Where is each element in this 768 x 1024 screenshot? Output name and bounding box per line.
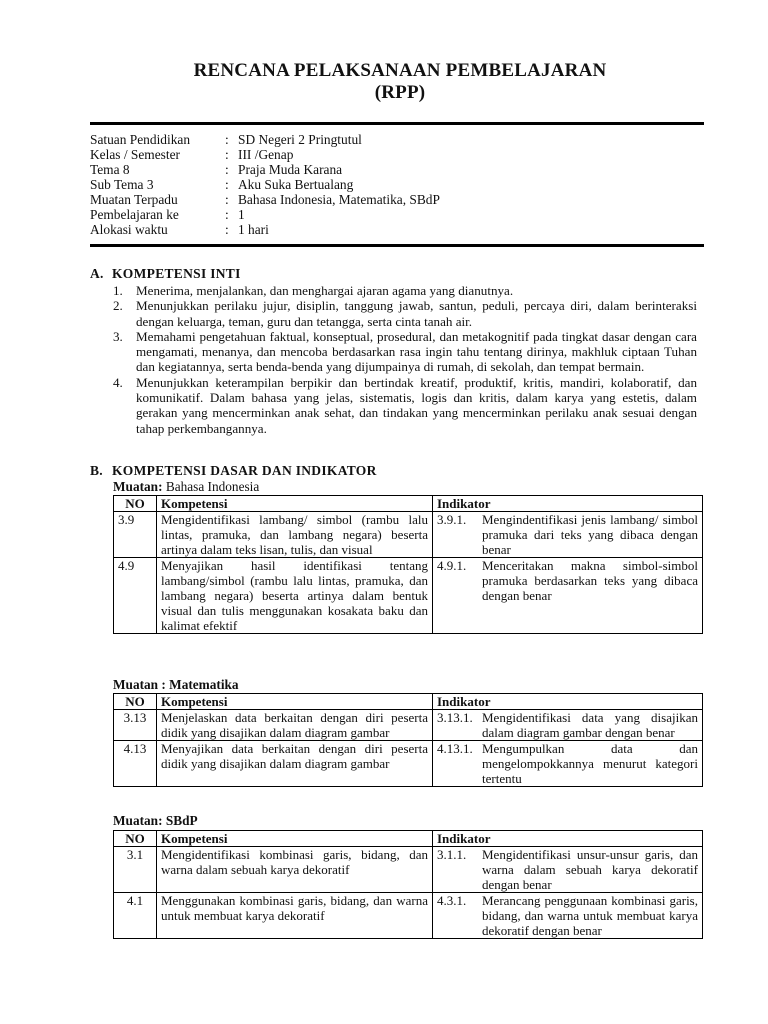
identity-separator: : — [225, 162, 229, 177]
list-item-text: Memahami pengetahuan faktual, konseptual, prosedural, dan metakognitif pada tingkat dasar dengan cara mengamati, menanya, dan mencoba berdasarkan rasa ingin tahu tentang dirinya, makhluk ciptaan Tuhan dan kegiatannya, serta benda-benda yang dijumpainya di rumah, di sekolah, dan tempat bermain. — [136, 328, 697, 375]
section-letter: B. — [90, 463, 103, 478]
list-item-number: 1. — [113, 283, 123, 298]
muatan-label-text: Muatan: — [113, 479, 163, 494]
column-header-kompetensi: Kompetensi — [157, 831, 433, 847]
indikator-text: Mengindentifikasi jenis lambang/ simbol pramuka dari teks yang dibaca dengan benar — [482, 512, 698, 557]
identity-separator: : — [225, 132, 229, 147]
list-item-number: 2. — [113, 298, 123, 314]
identity-label: Satuan Pendidikan — [90, 132, 191, 147]
identity-value: Aku Suka Bertualang — [238, 177, 354, 192]
cell-kompetensi: Mengidentifikasi lambang/ simbol (rambu lalu lintas, pramuka, dan lambang negara) beserta artinya dalam teks lisan, tulis, dan visual — [157, 512, 433, 558]
cell-kompetensi: Mengidentifikasi kombinasi garis, bidang, dan warna dalam sebuah karya dekoratif — [157, 847, 433, 893]
kd-table-bahasa-indonesia — [113, 495, 703, 634]
identity-label: Sub Tema 3 — [90, 177, 154, 192]
identity-separator: : — [225, 207, 229, 222]
cell-no: 3.1 — [114, 847, 157, 893]
cell-no: 4.13 — [114, 741, 157, 787]
column-header-kompetensi: Kompetensi — [157, 694, 433, 710]
identity-label: Muatan Terpadu — [90, 192, 178, 207]
section-b-heading — [90, 463, 377, 479]
table-row — [114, 893, 703, 939]
identity-label: Kelas / Semester — [90, 147, 180, 162]
section-a-heading — [90, 266, 241, 282]
cell-no: 3.13 — [114, 710, 157, 741]
identity-label: Pembelajaran ke — [90, 207, 179, 222]
document-subtitle: (RPP) — [374, 82, 426, 103]
table-header-row — [114, 831, 703, 847]
indikator-text: Mengidentifikasi data yang disajikan dalam diagram gambar dengan benar — [482, 710, 698, 740]
cell-kompetensi: Menyajikan hasil identifikasi tentang lambang/simbol (rambu lalu lintas, pramuka, dan lambang negara) beserta artinya dalam bentuk visual dan tulis menggunakan kosakata baku dan kalimat efektif — [157, 558, 433, 634]
list-item — [113, 329, 697, 375]
identity-value: SD Negeri 2 Pringtutul — [238, 132, 362, 147]
kd-table-matematika — [113, 693, 703, 787]
table-row — [114, 710, 703, 741]
indikator-text: Mengumpulkan data dan mengelompokkannya menurut kategori tertentu — [482, 741, 698, 786]
column-header-indikator: Indikator — [433, 694, 703, 710]
list-item-text: Menunjukkan perilaku jujur, disiplin, tanggung jawab, santun, peduli, percaya diri, dalam berinteraksi dengan keluarga, teman, guru dan tetangga, serta cinta tanah air. — [136, 298, 697, 329]
cell-indikator — [433, 710, 703, 741]
muatan-label-text: Muatan: SBdP — [113, 813, 198, 828]
identity-value: 1 — [238, 207, 245, 222]
cell-no: 4.9 — [114, 558, 157, 634]
table-row — [114, 558, 703, 634]
cell-kompetensi: Menggunakan kombinasi garis, bidang, dan warna untuk membuat karya dekoratif — [157, 893, 433, 939]
identity-value: 1 hari — [238, 222, 269, 237]
list-item-number: 3. — [113, 328, 123, 344]
table-header-row — [114, 496, 703, 512]
identity-label: Alokasi waktu — [90, 222, 168, 237]
top-rule — [90, 122, 704, 125]
indikator-number: 4.13.1. — [437, 741, 473, 756]
indikator-number: 4.3.1. — [437, 893, 467, 908]
column-header-no: NO — [114, 694, 157, 710]
kd-table-sbdp — [113, 830, 703, 939]
list-item-text: Menunjukkan keterampilan berpikir dan bertindak kreatif, produktif, kritis, mandiri, kolaboratif, dan komunikatif. Dalam bahasa yang jelas, sistematis, logis dan kritis, dalam karya yang estetis, dalam gerakan yang mencerminkan anak sehat, dan tindakan yang mencerminkan perilaku anak sesuai dengan tahap perkembangannya. — [136, 374, 697, 436]
table-row — [114, 847, 703, 893]
muatan-label — [113, 479, 259, 495]
indikator-number: 3.1.1. — [437, 847, 467, 862]
cell-indikator — [433, 847, 703, 893]
cell-no: 4.1 — [114, 893, 157, 939]
kompetensi-inti-list — [113, 283, 697, 436]
identity-separator: : — [225, 177, 229, 192]
indikator-text: Menceritakan makna simbol-simbol pramuka berdasarkan teks yang dibaca dengan benar — [482, 558, 698, 603]
list-item — [113, 375, 697, 436]
muatan-label-text: Muatan : Matematika — [113, 677, 239, 692]
indikator-number: 3.9.1. — [437, 512, 467, 527]
indikator-text: Mengidentifikasi unsur-unsur garis, dan warna dalam sebuah karya dekoratif dengan benar — [482, 847, 698, 892]
column-header-no: NO — [114, 496, 157, 512]
document-title: RENCANA PELAKSANAAN PEMBELAJARAN — [193, 60, 607, 81]
cell-kompetensi: Menyajikan data berkaitan dengan diri peserta didik yang disajikan dalam diagram gambar — [157, 741, 433, 787]
identity-separator: : — [225, 222, 229, 237]
identity-label: Tema 8 — [90, 162, 130, 177]
indikator-number: 3.13.1. — [437, 710, 473, 725]
cell-indikator — [433, 558, 703, 634]
identity-value: Bahasa Indonesia, Matematika, SBdP — [238, 192, 440, 207]
cell-no: 3.9 — [114, 512, 157, 558]
table-header-row — [114, 694, 703, 710]
column-header-kompetensi: Kompetensi — [157, 496, 433, 512]
indikator-number: 4.9.1. — [437, 558, 467, 573]
identity-separator: : — [225, 147, 229, 162]
section-title: KOMPETENSI INTI — [112, 266, 241, 281]
indikator-text: Merancang penggunaan kombinasi garis, bidang, dan warna untuk membuat karya dekoratif dengan benar — [482, 893, 698, 938]
cell-indikator — [433, 741, 703, 787]
identity-separator: : — [225, 192, 229, 207]
cell-indikator — [433, 893, 703, 939]
list-item — [113, 298, 697, 329]
section-title: KOMPETENSI DASAR DAN INDIKATOR — [112, 463, 377, 478]
identity-value: III /Genap — [238, 147, 294, 162]
column-header-indikator: Indikator — [433, 831, 703, 847]
list-item — [113, 283, 697, 298]
table-row — [114, 512, 703, 558]
cell-kompetensi: Menjelaskan data berkaitan dengan diri peserta didik yang disajikan dalam diagram gambar — [157, 710, 433, 741]
cell-indikator — [433, 512, 703, 558]
muatan-label — [113, 813, 198, 829]
list-item-number: 4. — [113, 374, 123, 390]
table-row — [114, 741, 703, 787]
muatan-label — [113, 677, 239, 693]
bottom-rule — [90, 244, 704, 247]
section-letter: A. — [90, 266, 104, 281]
list-item-text: Menerima, menjalankan, dan menghargai ajaran agama yang dianutnya. — [136, 283, 514, 298]
column-header-no: NO — [114, 831, 157, 847]
muatan-value: Bahasa Indonesia — [165, 479, 260, 494]
identity-value: Praja Muda Karana — [238, 162, 343, 177]
column-header-indikator: Indikator — [433, 496, 703, 512]
